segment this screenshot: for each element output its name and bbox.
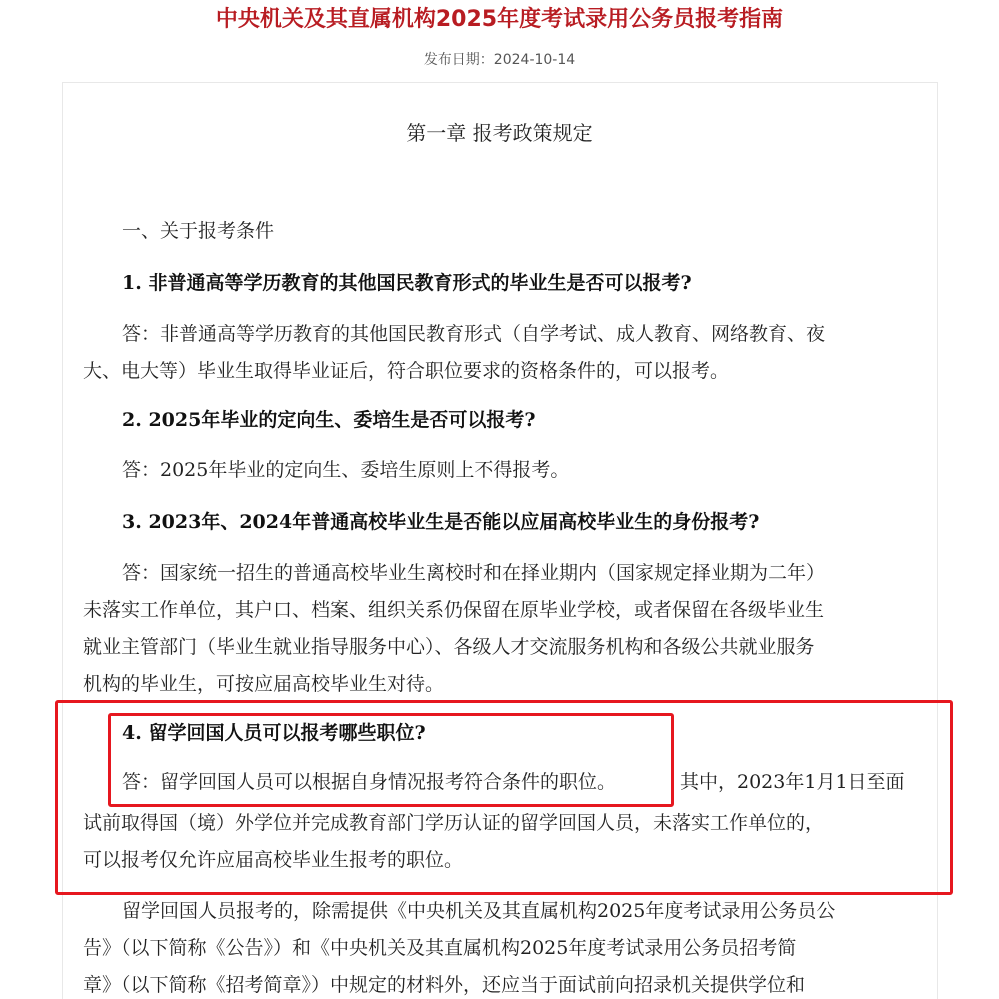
answer-1-line-2: 大、电大等）毕业生取得毕业证后，符合职位要求的资格条件的，可以报考。 [83,360,730,382]
answer-3-line-3: 就业主管部门（毕业生就业指导服务中心）、各级人才交流服务机构和各级公共就业服务 [83,636,815,658]
answer-3-line-4: 机构的毕业生，可按应届高校毕业生对待。 [83,673,445,695]
page-title: 中央机关及其直属机构2025年度考试录用公务员报考指南 [215,7,784,32]
answer-4-line-1-part-b: 其中，2023年1月1日至面 [680,771,905,793]
question-3: 3. 2023年、2024年普通高校毕业生是否能以应届高校毕业生的身份报考? [122,511,760,533]
answer-1-line-1: 答：非普通高等学历教育的其他国民教育形式（自学考试、成人教育、网络教育、夜 [122,323,826,345]
paragraph-5-line-1: 留学回国人员报考的，除需提供《中央机关及其直属机构2025年度考试录用公务员公 [122,900,836,922]
question-4: 4. 留学回国人员可以报考哪些职位? [122,722,426,744]
question-1: 1. 非普通高等学历教育的其他国民教育形式的毕业生是否可以报考? [122,272,692,294]
paragraph-5-line-2: 告》（以下简称《公告》）和《中央机关及其直属机构2025年度考试录用公务员招考简 [83,937,797,959]
answer-3-line-1: 答：国家统一招生的普通高校毕业生离校时和在择业期内（国家规定择业期为二年） [122,562,826,584]
answer-4-line-3: 可以报考仅允许应届高校毕业生报考的职位。 [83,849,464,871]
answer-4-line-2: 试前取得国（境）外学位并完成教育部门学历认证的留学回国人员，未落实工作单位的， [83,812,825,834]
paragraph-5-line-3: 章》（以下简称《招考简章》）中规定的材料外，还应当于面试前向招录机关提供学位和 [83,974,806,996]
answer-2-line-1: 答：2025年毕业的定向生、委培生原则上不得报考。 [122,459,570,481]
chapter-title: 第一章 报考政策规定 [406,121,593,145]
highlight-box-inner [108,713,674,807]
publish-date: 发布日期：2024-10-14 [423,52,576,68]
section-heading: 一、关于报考条件 [122,220,275,242]
answer-4-line-1-part-a: 答：留学回国人员可以根据自身情况报考符合条件的职位。 [122,771,617,793]
question-2: 2. 2025年毕业的定向生、委培生是否可以报考? [122,409,536,431]
answer-3-line-2: 未落实工作单位，其户口、档案、组织关系仍保留在原毕业学校，或者保留在各级毕业生 [83,599,825,621]
